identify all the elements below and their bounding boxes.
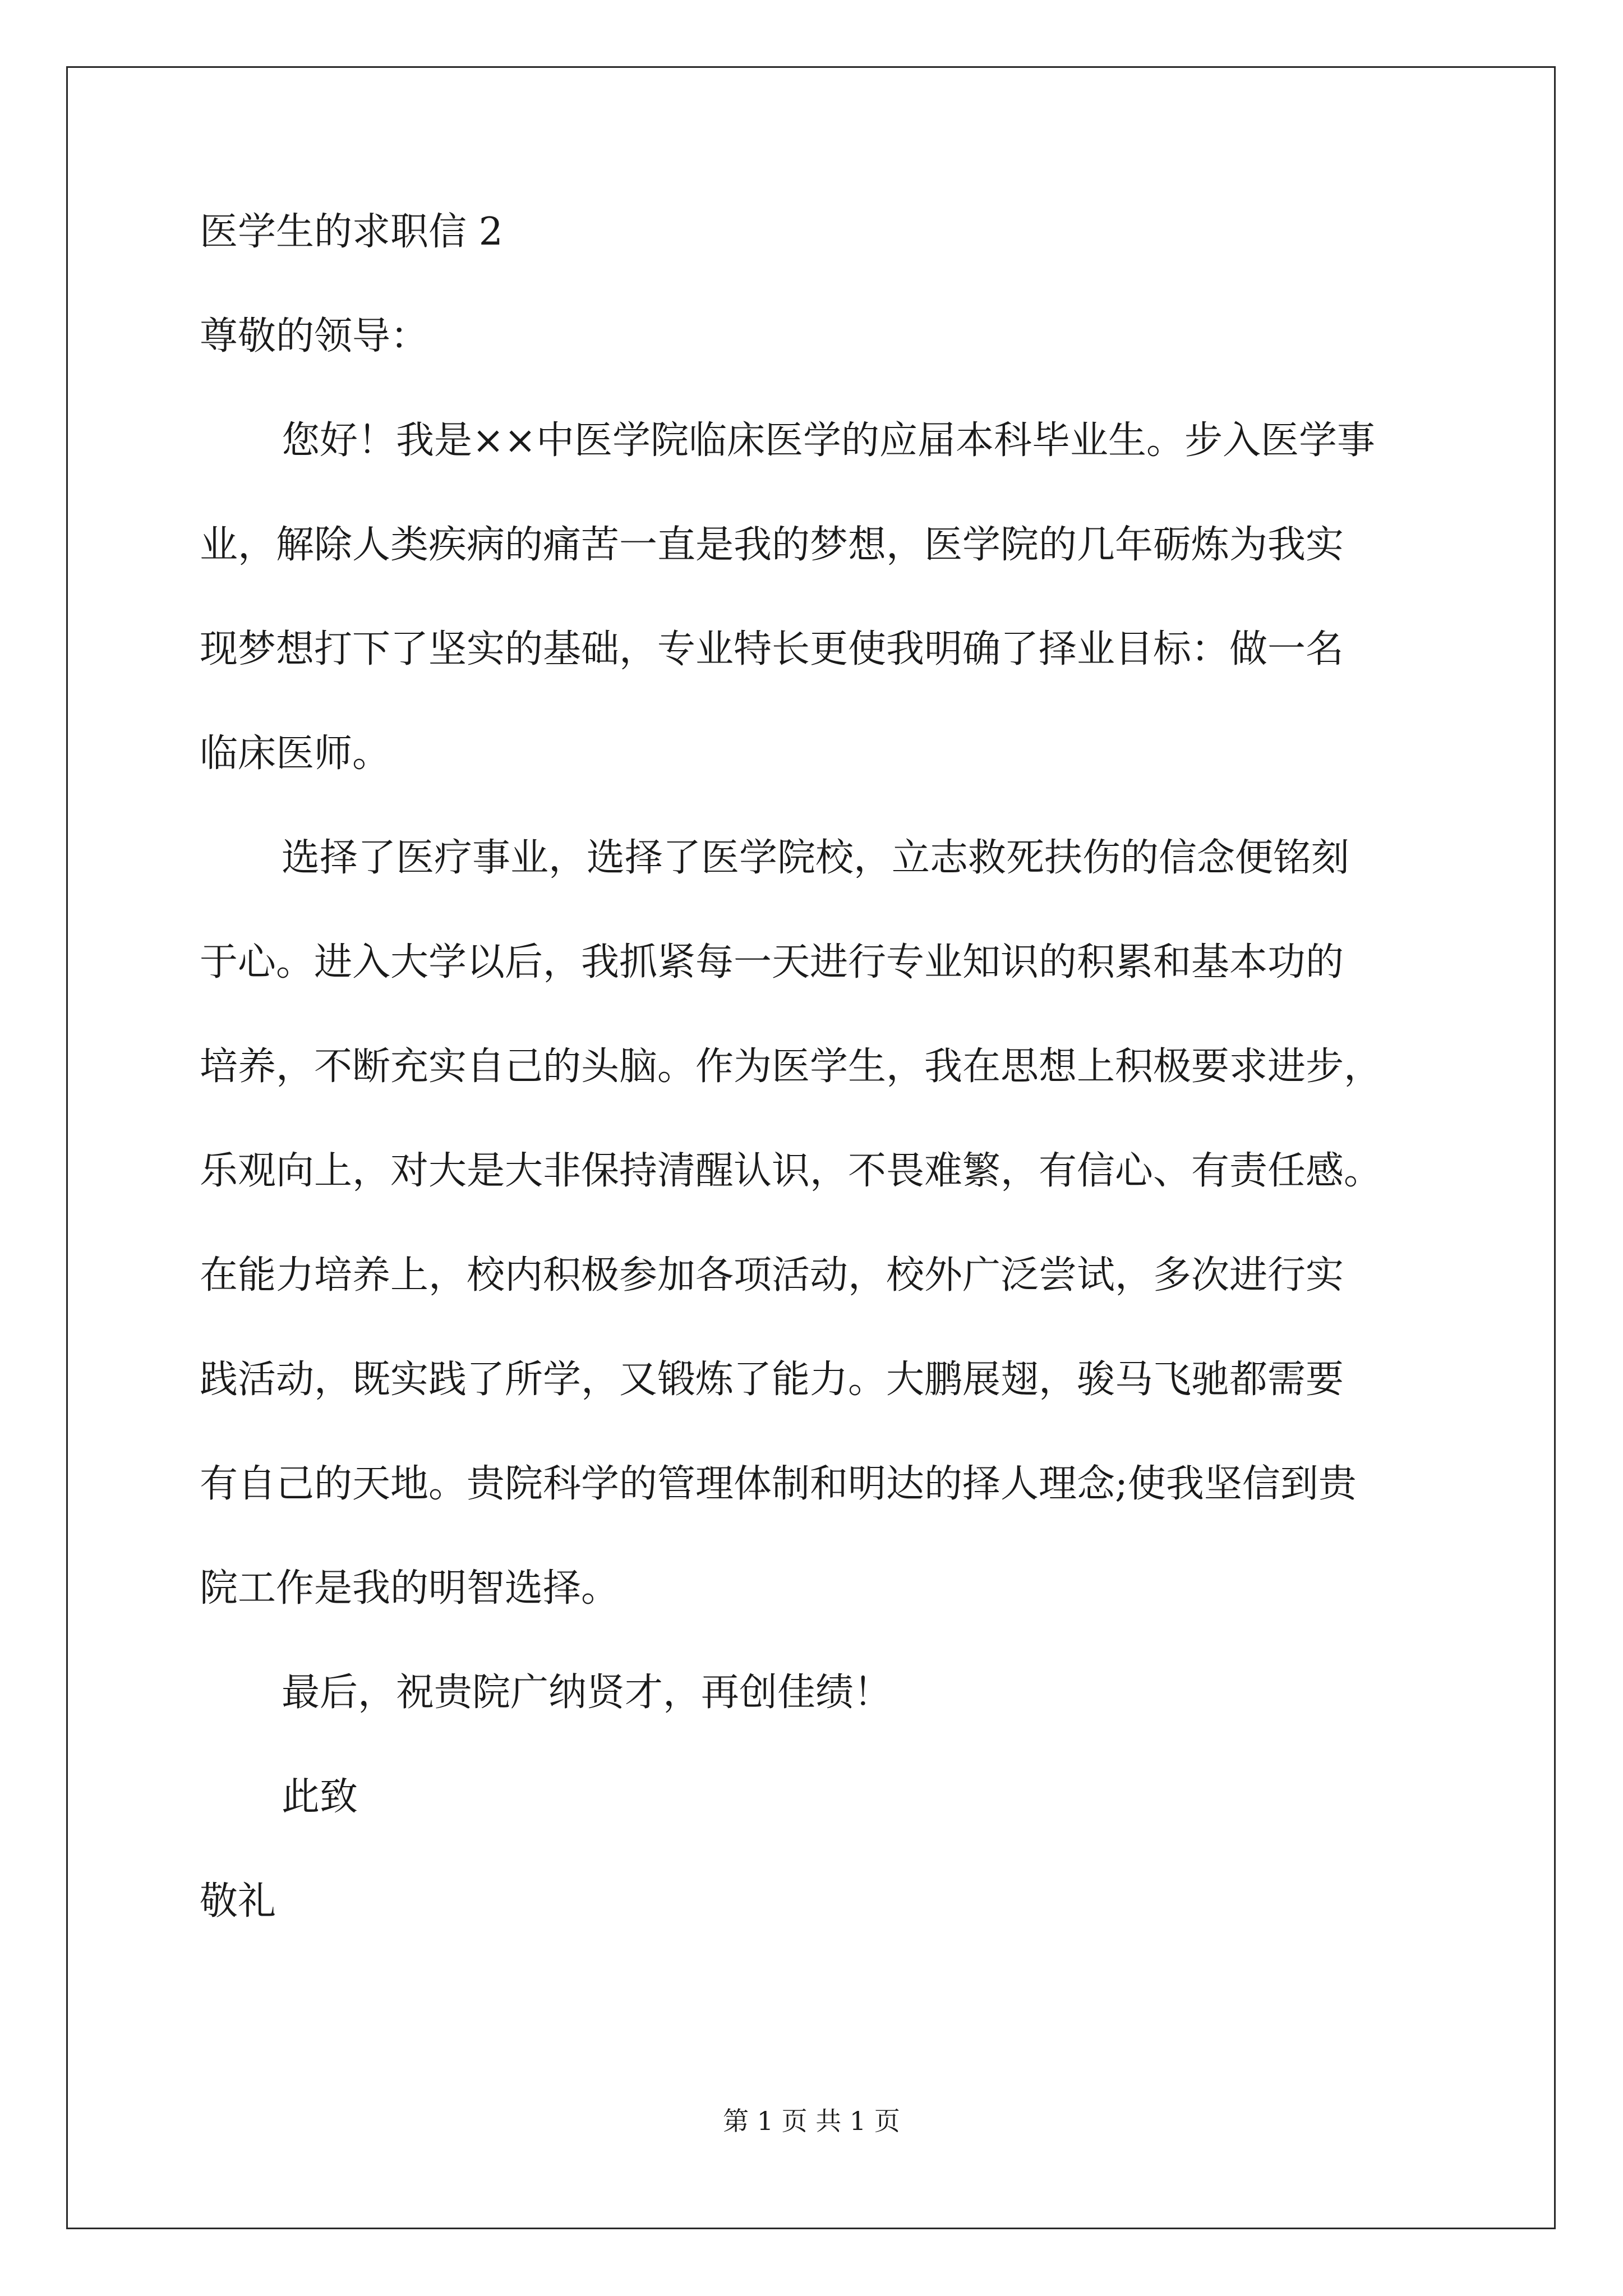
paragraph-line: 于心。进入大学以后，我抓紧每一天进行专业知识的积累和基本功的 — [200, 940, 1344, 984]
paragraph-line: 乐观向上，对大是大非保持清醒认识，不畏难繁，有信心、有责任感。 — [200, 1149, 1382, 1193]
salutation: 尊敬的领导： — [200, 314, 429, 358]
paragraph-line: 现梦想打下了坚实的基础，专业特长更使我明确了择业目标：做一名 — [200, 627, 1344, 671]
paragraph-2 — [200, 836, 1433, 1611]
document-title: 医学生的求职信 2 — [200, 210, 503, 254]
letter-body — [200, 210, 1433, 1987]
paragraph-line: 在能力培养上，校内积极参加各项活动，校外广泛尝试，多次进行实 — [200, 1253, 1344, 1297]
closing-wish: 最后，祝贵院广纳贤才，再创佳绩！ — [282, 1671, 892, 1715]
paragraph-line: 业，解除人类疾病的痛苦一直是我的梦想，医学院的几年砺炼为我实 — [200, 523, 1344, 567]
paragraph-1 — [200, 418, 1433, 776]
paragraph-line: 有自己的天地。贵院科学的管理体制和明达的择人理念;使我坚信到贵 — [200, 1462, 1357, 1506]
paragraph-line: 您好！我是××中医学院临床医学的应届本科毕业生。步入医学事 — [282, 418, 1375, 463]
paragraph-line: 培养，不断充实自己的头脑。作为医学生，我在思想上积极要求进步， — [200, 1045, 1382, 1089]
closing-ci-zhi: 此致 — [282, 1775, 358, 1819]
paragraph-line: 践活动，既实践了所学，又锻炼了能力。大鹏展翅，骏马飞驰都需要 — [200, 1358, 1344, 1402]
page-number-footer: 第 1 页 共 1 页 — [723, 2106, 900, 2136]
paragraph-line: 院工作是我的明智选择。 — [200, 1566, 620, 1611]
closing-jing-li: 敬礼 — [200, 1879, 276, 1924]
paragraph-line: 选择了医疗事业，选择了医学院校，立志救死扶伤的信念便铭刻 — [282, 836, 1350, 880]
paragraph-line: 临床医师。 — [200, 731, 391, 776]
